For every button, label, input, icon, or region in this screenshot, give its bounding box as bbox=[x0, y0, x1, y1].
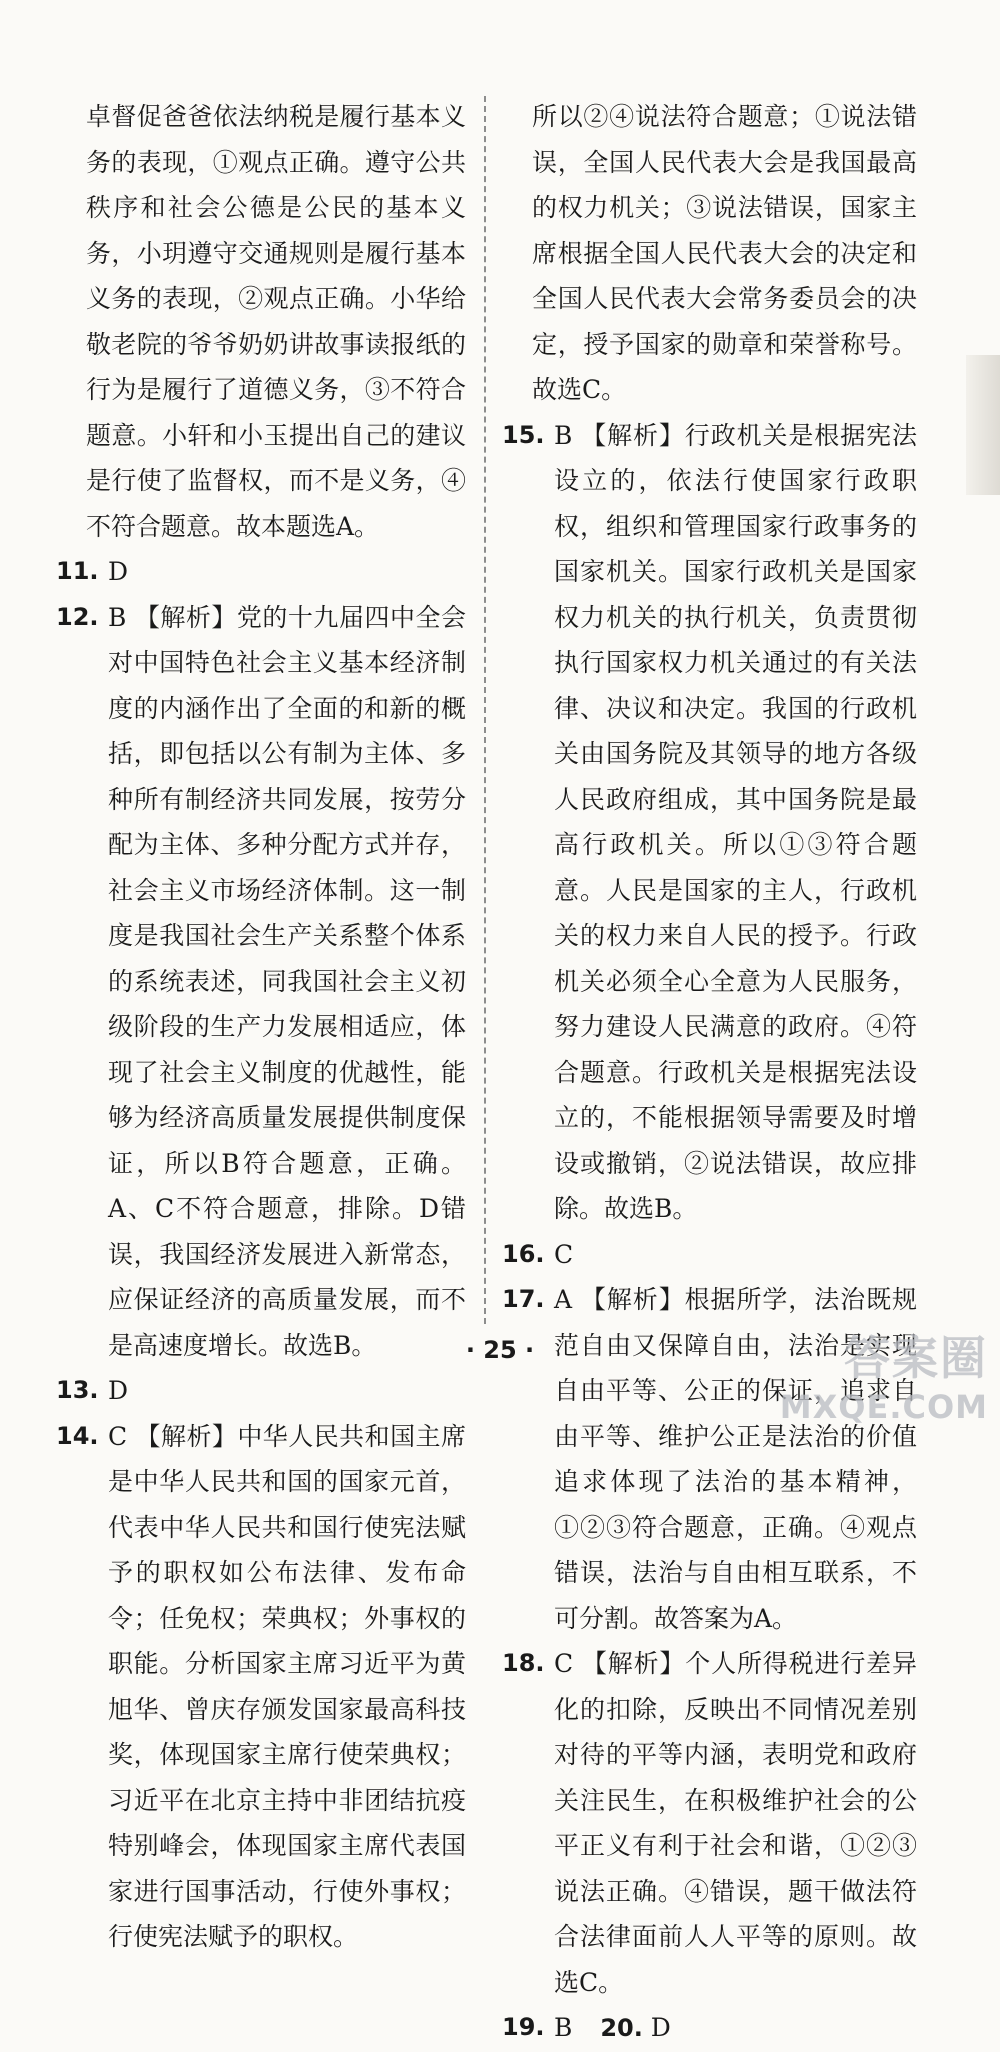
answer-item-14 bbox=[56, 1414, 466, 1960]
column-divider bbox=[484, 96, 486, 1324]
answer-text-20: D bbox=[650, 2013, 671, 2042]
answer-text: C bbox=[554, 1239, 574, 1269]
answer-item-18 bbox=[502, 1641, 917, 2005]
answer-item-14-continued bbox=[502, 94, 917, 413]
watermark-logo: 答案圈 bbox=[844, 1331, 988, 1385]
question-number: 18. bbox=[502, 1649, 545, 1677]
answer-text: 所以②④说法符合题意；①说法错误，全国人民代表大会是我国最高的权力机关；③说法错误，国家主席根据全国人民代表大会的决定和全国人民代表大会常务委员会的决定，授予国家的勋章和荣誉称号。故选C。 bbox=[532, 102, 917, 404]
answer-item-11 bbox=[56, 549, 466, 595]
watermark-url: MXQE.COM bbox=[779, 1388, 988, 1426]
question-number: 15. bbox=[502, 420, 545, 449]
question-number: 17. bbox=[502, 1285, 545, 1313]
answer-text: C 【解析】中华人民共和国主席是中华人民共和国的国家元首，代表中华人民共和国行使宪法赋予的职权如公布法律、发布命令；任免权；荣典权；外事权的职能。分析国家主席习近平为黄旭华、曾庆存颁发国家最高科技奖，体现国家主席行使荣典权；习近平在北京主持中非团结抗疫特别峰会，体现国家主席代表国家进行国事活动，行使外事权；行使宪法赋予的职权。 bbox=[108, 1421, 466, 1951]
answer-text: B 【解析】党的十九届四中全会对中国特色社会主义基本经济制度的内涵作出了全面的和新的概括，即包括以公有制为主体、多种所有制经济共同发展，按劳分配为主体、多种分配方式并存，社会主义市场经济体制。这一制度是我国社会生产关系整个体系的系统表述，同我国社会主义初级阶段的生产力发展相适应，体现了社会主义制度的优越性，能够为经济高质量发展提供制度保证，所以B符合题意，正确。A、C不符合题意，排除。D错误，我国经济发展进入新常态，应保证经济的高质量发展，而不是高速度增长。故选B。 bbox=[108, 602, 466, 1360]
answer-item-12 bbox=[56, 595, 466, 1369]
right-column bbox=[502, 94, 917, 2052]
left-column bbox=[56, 94, 466, 1960]
page-number: · 25 · bbox=[465, 1336, 535, 1364]
answer-text: D bbox=[108, 557, 129, 586]
question-number: 14. bbox=[56, 1421, 99, 1450]
watermark bbox=[748, 1322, 988, 1462]
question-number: 13. bbox=[56, 1376, 99, 1404]
answer-text: D bbox=[108, 1376, 129, 1405]
answer-item-16 bbox=[502, 1232, 917, 1278]
answer-item-19-20 bbox=[502, 2005, 917, 2052]
answer-text: 卓督促爸爸依法纳税是履行基本义务的表现，①观点正确。遵守公共秩序和社会公德是公民的基本义务，小玥遵守交通规则是履行基本义务的表现，②观点正确。小华给敬老院的爷爷奶奶讲故事读报纸的行为是履行了道德义务，③不符合题意。小轩和小玉提出自己的建议是行使了监督权，而不是义务，④不符合题意。故本题选A。 bbox=[86, 102, 466, 541]
answer-item-10-continued bbox=[56, 94, 466, 549]
page-edge-shadow bbox=[966, 355, 1000, 495]
answer-item-13 bbox=[56, 1368, 466, 1414]
question-number: 16. bbox=[502, 1239, 545, 1268]
question-number-20: 20. bbox=[600, 2014, 643, 2042]
answer-text: A 【解析】根据所学，法治既规范自由又保障自由，法治是实现自由平等、公正的保证，追求自由平等、维护公正是法治的价值追求体现了法治的基本精神，①②③符合题意，正确。④观点错误，法治与自由相互联系，不可分割。故答案为A。 bbox=[554, 1285, 917, 1633]
answer-text: B bbox=[554, 2013, 573, 2042]
answer-item-15 bbox=[502, 413, 917, 1232]
answer-text: C 【解析】个人所得税进行差异化的扣除，反映出不同情况差别对待的平等内涵，表明党和政府关注民生，在积极维护社会的公平正义有利于社会和谐，①②③说法正确。④错误，题干做法符合法律面前人人平等的原则。故选C。 bbox=[554, 1649, 917, 1997]
question-number: 11. bbox=[56, 557, 99, 585]
answer-text: B 【解析】行政机关是根据宪法设立的，依法行使国家行政职权，组织和管理国家行政事务的国家机关。国家行政机关是国家权力机关的执行机关，负责贯彻执行国家权力机关通过的有关法律、决议和决定。我国的行政机关由国务院及其领导的地方各级人民政府组成，其中国务院是最高行政机关。所以①③符合题意。人民是国家的主人，行政机关的权力来自人民的授予。行政机关必须全心全意为人民服务，努力建设人民满意的政府。④符合题意。行政机关是根据宪法设立的，不能根据领导需要及时增设或撤销，②说法错误，故应排除。故选B。 bbox=[554, 420, 917, 1223]
question-number: 12. bbox=[56, 602, 99, 631]
question-number: 19. bbox=[502, 2013, 545, 2041]
